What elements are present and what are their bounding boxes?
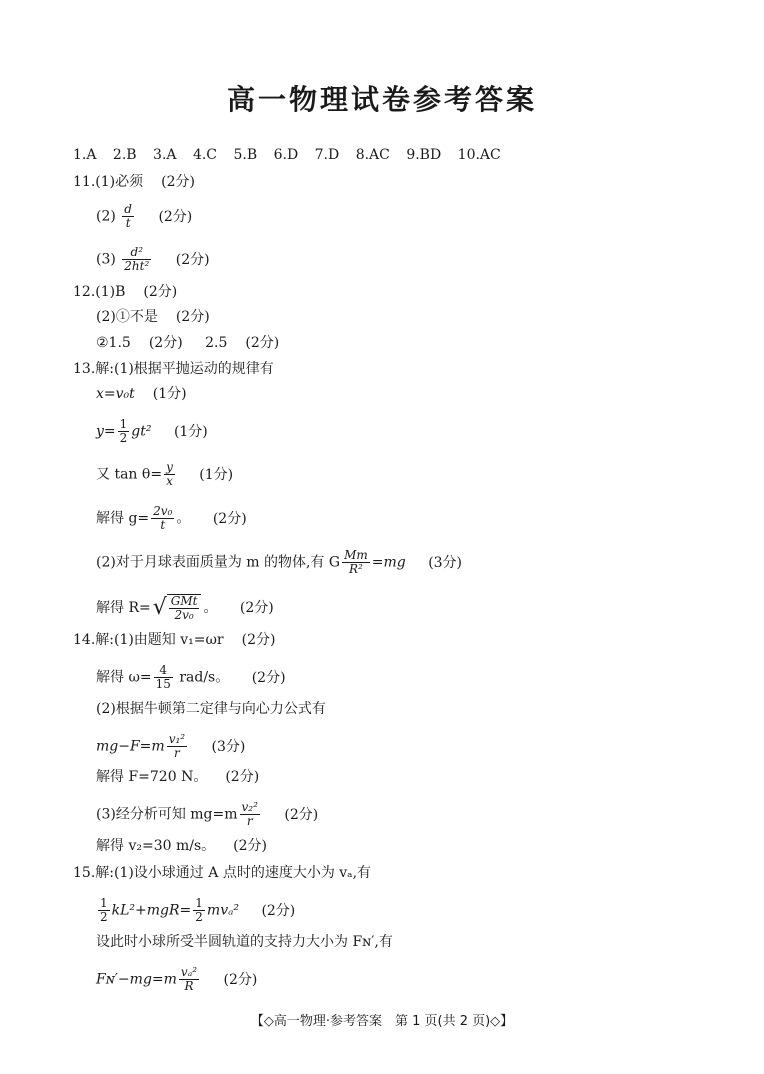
fraction: $\frac{1}{2}$ <box>100 896 108 924</box>
choice-answer: 1.A <box>73 147 97 163</box>
choice-answer: 2.B <box>112 147 137 163</box>
fraction: $\frac{4}{15}$ <box>155 663 171 691</box>
q13-eq4: 解得 g= $\frac{\text{2v₀}}{t}$ 。 (2分) <box>96 504 247 532</box>
fraction: $\frac{\text{v₂²}}{r}$ <box>241 800 258 828</box>
score: (2分) <box>175 309 210 325</box>
fraction: $\frac{1}{2}$ <box>195 896 203 924</box>
q12-part3: ②1.5 (2分) 2.5 (2分) <box>96 335 280 351</box>
score: (1分) <box>173 423 208 440</box>
fraction: $\frac{\text{d²}}{\text{2ht²}}$ <box>124 245 150 273</box>
q15-eq2: Fɴ′−mg=m $\frac{\text{vₐ²}}{R}$ (2分) <box>96 965 258 993</box>
choice-answer: 8.AC <box>355 147 390 163</box>
score: (2分) <box>161 174 195 190</box>
score: (2分) <box>284 806 319 823</box>
score: (2分) <box>175 251 210 268</box>
fraction: $\frac{\text{vₐ²}}{R}$ <box>180 965 198 993</box>
q13-eq6: 解得 R=√ $\frac{\text{GMt}}{\text{2v₀}}$ 。 (2分) <box>96 594 274 622</box>
q13-eq2: y= $\frac{1}{2}$ gt² (1分) <box>96 417 208 445</box>
q14-eq2: 解得 ω= $\frac{4}{15}$ rad/s。 (2分) <box>96 663 286 691</box>
q14-eq1: 14.解:(1)由题知 v₁=ωr (2分) <box>73 632 276 648</box>
q14-eq3: mg−F=m $\frac{\text{v₁²}}{r}$ (3分) <box>96 732 246 760</box>
q14-eq6: 解得 v₂=30 m/s。 (2分) <box>96 838 267 854</box>
q12-part2: (2)①不是 (2分) <box>96 309 210 325</box>
q14-eq4: 解得 F=720 N。 (2分) <box>96 769 260 785</box>
score: (2分) <box>233 838 267 854</box>
score: (2分) <box>212 510 247 527</box>
fraction: $\frac{\text{v₁²}}{r}$ <box>168 732 186 760</box>
score: (2分) <box>143 284 178 300</box>
score: (3分) <box>211 738 246 755</box>
q14-eq5: (3)经分析可知 mg=m $\frac{\text{v₂²}}{r}$ (2分) <box>96 800 319 828</box>
score: (2分) <box>223 971 258 988</box>
choice-answers-row <box>73 145 513 165</box>
choice-answer: 7.D <box>314 147 340 163</box>
fraction: $\frac{Mm}{\text{R²}}$ <box>344 548 368 576</box>
q11-part1: 11.(1)必须 (2分) <box>73 174 195 190</box>
choice-answer: 4.C <box>192 147 218 163</box>
score: (2分) <box>158 208 193 225</box>
page-footer: 【◇高一物理·参考答案 第 1 页(共 2 页)◇】 <box>250 1014 514 1029</box>
fraction: $\frac{\text{GMt}}{\text{2v₀}}$ <box>170 594 198 622</box>
q13-eq5: (2)对于月球表面质量为 m 的物体,有 G $\frac{Mm}{\text{R²}}$ =mg (3分) <box>96 548 463 576</box>
score: (2分) <box>251 669 286 686</box>
q13-eq3: 又 tan θ= $\frac{y}{x}$ (1分) <box>96 460 234 488</box>
q15-heading2: 设此时小球所受半圆轨道的支持力大小为 Fɴ′,有 <box>96 934 393 950</box>
choice-answer: 6.D <box>273 147 299 163</box>
choice-answer: 3.A <box>153 147 177 163</box>
score: (2分) <box>241 632 276 648</box>
q13-heading: 13.解:(1)根据平抛运动的规律有 <box>73 361 274 377</box>
fraction: $\frac{d}{t}$ <box>124 202 132 230</box>
q15-eq1: $\frac{1}{2}$ kL²+mgR= $\frac{1}{2}$ mvₐ² (2分) <box>100 896 296 924</box>
score: (1分) <box>152 386 187 402</box>
score: (3分) <box>428 554 463 571</box>
q11-part3: (3) $\frac{\text{d²}}{\text{2ht²}}$ (2分) <box>96 245 210 273</box>
q15-heading: 15.解:(1)设小球通过 A 点时的速度大小为 vₐ,有 <box>73 865 372 881</box>
score: (2分) <box>245 335 280 351</box>
score: (2分) <box>225 769 260 785</box>
q11-part2: (2) $\frac{d}{t}$ (2分) <box>96 202 193 230</box>
fraction: $\frac{\text{2v₀}}{t}$ <box>153 504 173 532</box>
score: (2分) <box>261 902 296 919</box>
square-root: √ $\frac{\text{GMt}}{\text{2v₀}}$ <box>153 594 202 622</box>
choice-answer: 5.B <box>233 147 258 163</box>
score: (1分) <box>199 466 234 483</box>
fraction: $\frac{1}{2}$ <box>119 417 128 445</box>
score: (2分) <box>239 600 274 616</box>
score: (2分) <box>148 335 183 351</box>
q12-part1: 12.(1)B (2分) <box>73 284 178 300</box>
q13-eq1: x=v₀t (1分) <box>96 386 187 402</box>
choice-answer: 9.BD <box>406 147 442 163</box>
q14-heading2: (2)根据牛顿第二定律与向心力公式有 <box>96 701 326 717</box>
choice-answer: 10.AC <box>457 147 501 163</box>
fraction: $\frac{y}{x}$ <box>166 460 173 488</box>
page-title: 高一物理试卷参考答案 <box>226 83 537 116</box>
